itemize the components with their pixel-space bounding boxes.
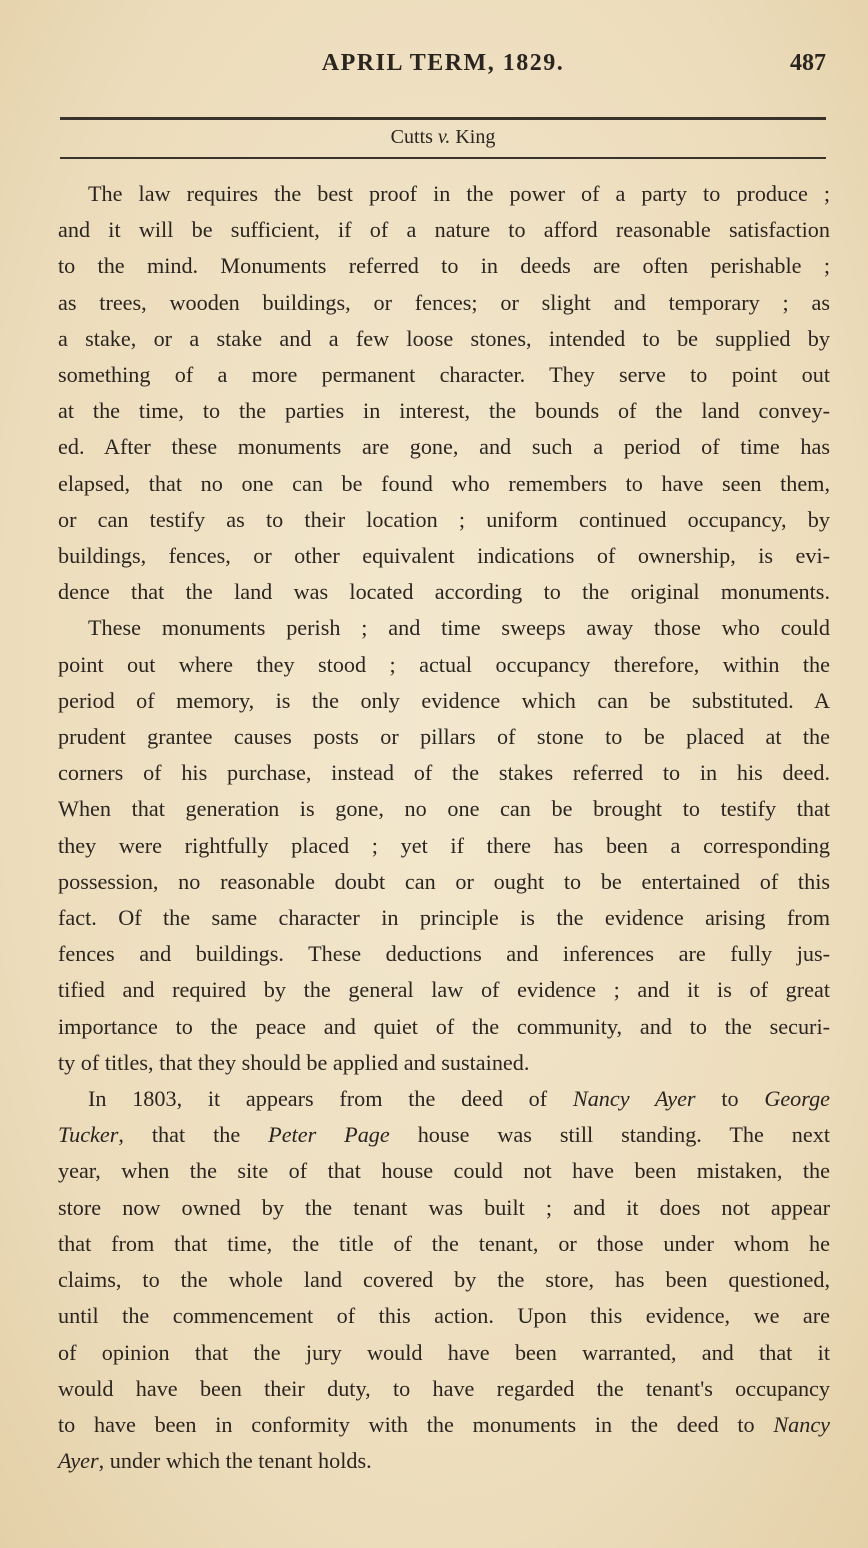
text-run: , under which the tenant holds. — [98, 1448, 372, 1474]
party-name: Nancy Ayer — [572, 1086, 696, 1112]
text-line: at the time, to the parties in interest, the bounds of the land convey- — [58, 398, 830, 424]
text-line — [58, 1081, 830, 1117]
text-line: The law requires the best proof in the power of a party to produce ; — [88, 181, 830, 206]
text-line: something of a more permanent character. They serve to point out — [58, 362, 830, 388]
text-line: and it will be sufficient, if of a nature to afford reasonable satisfaction — [58, 217, 830, 243]
text-line: claims, to the whole land covered by the store, has been questioned, — [58, 1267, 830, 1293]
text-line: ed. After these monuments are gone, and such a period of time has — [58, 434, 830, 460]
top-rule — [60, 117, 826, 120]
text-line: or can testify as to their location ; uniform continued occupancy, by — [58, 506, 830, 532]
text-line: prudent grantee causes posts or pillars of stone to be placed at the — [58, 724, 830, 750]
text-line: year, when the site of that house could not have been mistaken, the — [58, 1158, 830, 1184]
text-line: of opinion that the jury would have been warranted, and that it — [58, 1339, 830, 1365]
versus-abbrev: v. — [437, 126, 451, 148]
party-name: George — [764, 1086, 831, 1112]
text-line — [58, 1443, 830, 1479]
text-line: elapsed, that no one can be found who remembers to have seen them, — [58, 470, 830, 496]
text-line: importance to the peace and quiet of the community, and to the securi- — [58, 1013, 830, 1039]
text-line: corners of his purchase, instead of the stakes referred to in his deed. — [58, 760, 830, 786]
party-name: Nancy — [773, 1411, 831, 1437]
party-name: Peter Page — [268, 1122, 390, 1148]
case-title — [60, 126, 826, 149]
running-title: APRIL TERM, 1829. — [321, 50, 565, 76]
text-line: would have been their duty, to have regarded the tenant's occupancy — [58, 1375, 830, 1401]
bottom-rule — [60, 157, 826, 159]
plaintiff-name: Cutts — [390, 126, 433, 148]
text-line: tified and required by the general law of evidence ; and it is of great — [58, 977, 830, 1003]
text-line: to the mind. Monuments referred to in deeds are often perishable ; — [58, 253, 830, 279]
text-line: fact. Of the same character in principle is the evidence arising from — [58, 905, 830, 931]
text-line: a stake, or a stake and a few loose stones, intended to be supplied by — [58, 325, 830, 351]
text-line: ty of titles, that they should be applied and sustained. — [58, 1049, 530, 1075]
text-run: house was still standing. The next — [417, 1122, 831, 1148]
text-line: period of memory, is the only evidence which can be substituted. A — [58, 687, 830, 713]
text-line: dence that the land was located according to the original monuments. — [58, 579, 830, 605]
defendant-name: King — [455, 126, 496, 148]
text-run: , that the — [118, 1122, 241, 1148]
text-line: that from that time, the title of the tenant, or those under whom he — [58, 1230, 830, 1256]
party-name: Ayer — [58, 1448, 99, 1474]
page-number: 487 — [790, 50, 826, 76]
running-head — [60, 50, 826, 86]
text-line: they were rightfully placed ; yet if there has been a corresponding — [58, 832, 830, 858]
text-line — [58, 1117, 830, 1153]
paragraph-2 — [58, 1081, 830, 1479]
text-run: to have been in conformity with the monuments in the deed to — [58, 1411, 755, 1437]
text-line: point out where they stood ; actual occupancy therefore, within the — [58, 651, 830, 677]
text-line: These monuments perish ; and time sweeps away those who could — [88, 615, 830, 641]
text-line — [58, 1407, 830, 1443]
paragraph-1 — [58, 176, 830, 1081]
text-run: In 1803, it appears from the deed of — [88, 1086, 548, 1112]
text-line: fences and buildings. These deductions and inferences are fully jus- — [58, 941, 830, 967]
text-line: When that generation is gone, no one can be brought to testify that — [58, 796, 830, 822]
party-name: Tucker — [58, 1122, 119, 1148]
text-line: store now owned by the tenant was built ; and it does not appear — [58, 1194, 830, 1220]
text-line: possession, no reasonable doubt can or ought to be entertained of this — [58, 868, 830, 894]
text-run: to — [721, 1086, 739, 1112]
opinion-text — [58, 176, 830, 1479]
text-line: as trees, wooden buildings, or fences; or slight and temporary ; as — [58, 289, 830, 315]
text-line: until the commencement of this action. Upon this evidence, we are — [58, 1303, 830, 1329]
text-line: buildings, fences, or other equivalent indications of ownership, is evi- — [58, 543, 830, 569]
